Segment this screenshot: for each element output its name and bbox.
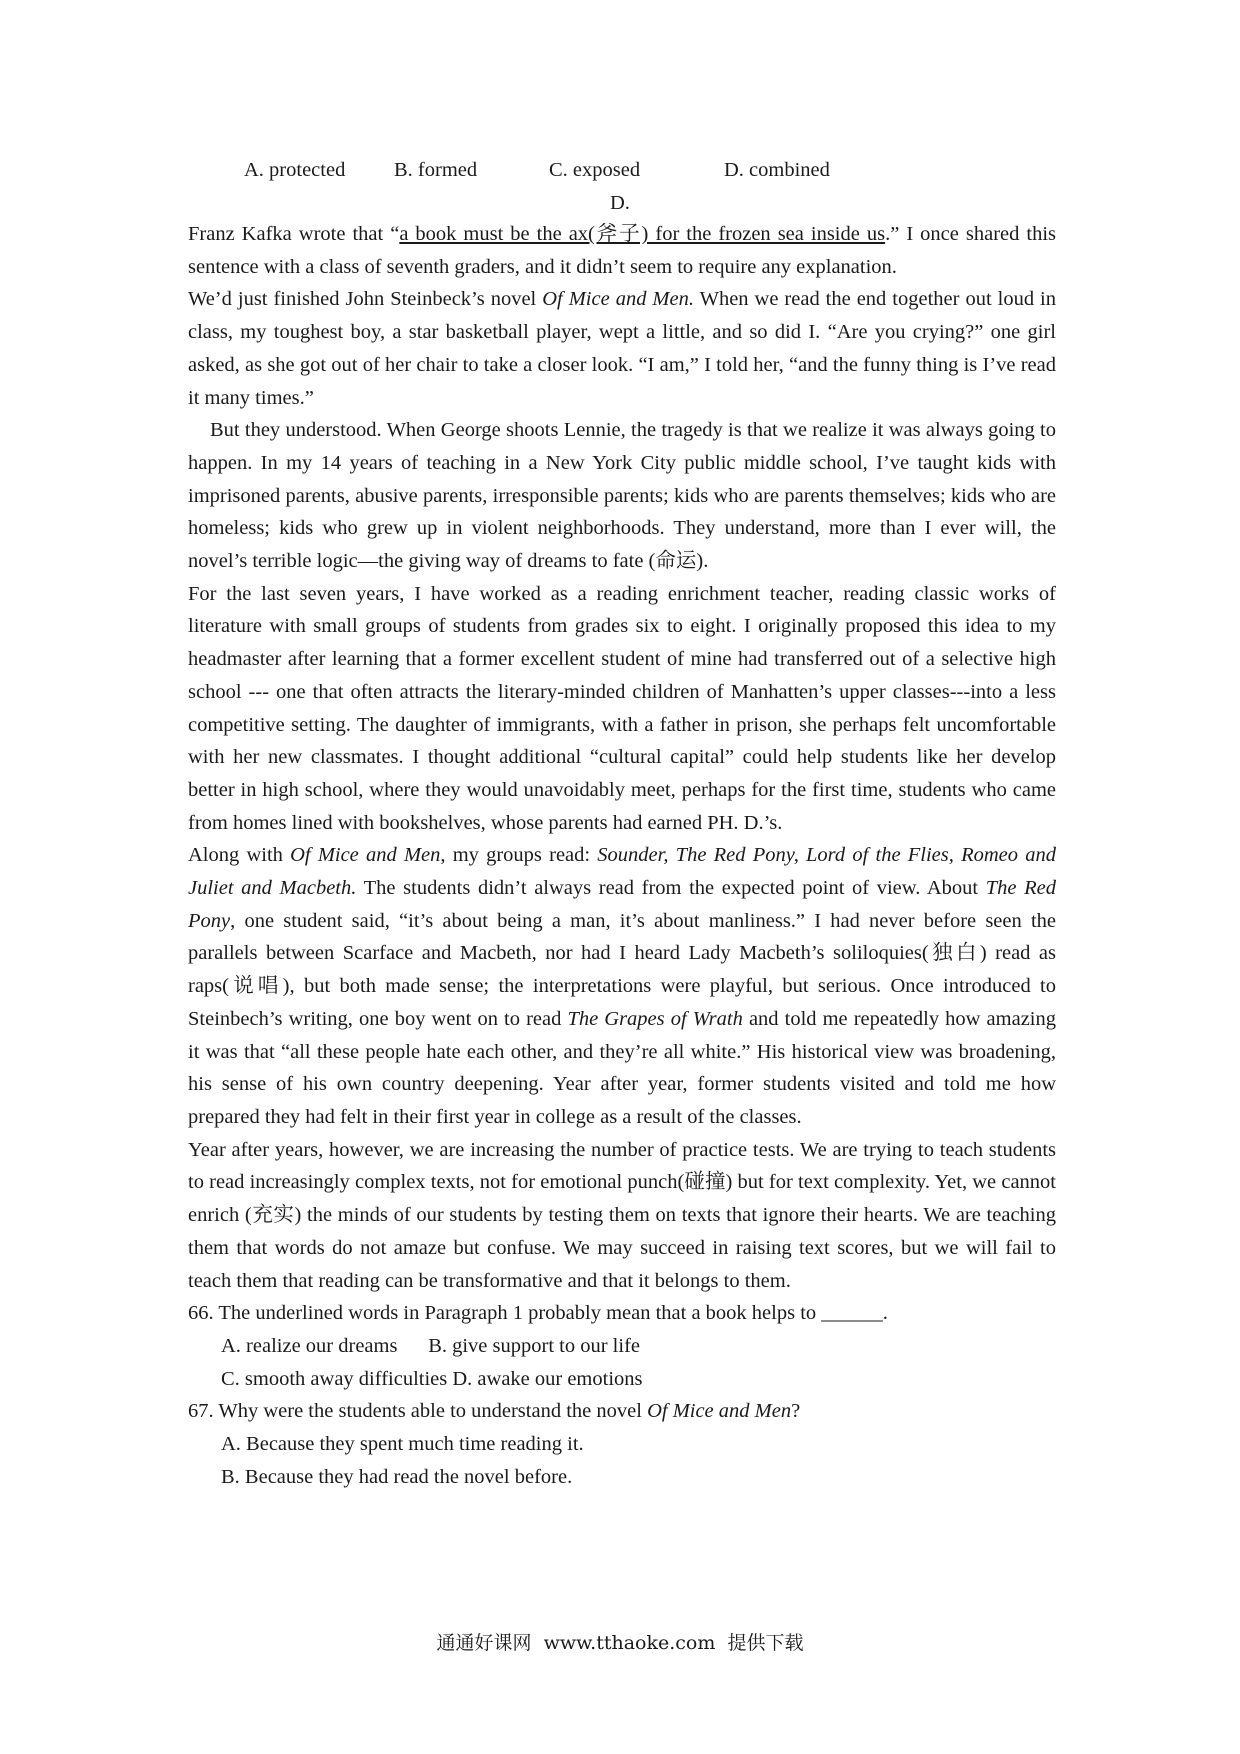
underlined-quote: a book must be the ax(斧子) for the frozen sea inside us <box>399 223 886 245</box>
book-titles-list: Sounder, The Red Pony, Lord of the Flies, Romeo and Juliet and Macbeth. <box>188 844 1056 900</box>
book-title: Of Mice and Men <box>647 1400 792 1423</box>
option-a: A. protected <box>244 159 346 181</box>
question-67-stem: 67. Why were the students able to understand the novel Of Mice and Men? <box>188 1400 801 1423</box>
book-title: The Red Pony <box>188 877 1056 932</box>
paragraph-2: We’d just finished John Steinbeck’s novel Of Mice and Men. When we read the end together out loud in class, my toughest boy, a star basketball player, wept a little, and so did I. “Are you crying?” one girl asked, as she got out of her chair to take a closer look. “I am,” I told her, “and the funny thing is I’ve read it many times.” <box>188 288 1056 409</box>
book-title: Of Mice and Men. <box>542 288 694 311</box>
paragraph-1: Franz Kafka wrote that “a book must be the ax(斧子) for the frozen sea inside us.” I once shared this sentence with a class of seventh graders, and it didn’t seem to require any explanation. <box>188 223 1056 278</box>
question-66-stem: 66. The underlined words in Paragraph 1 probably mean that a book helps to ______. <box>188 1302 888 1325</box>
question-67-option-a: A. Because they spent much time reading it. <box>221 1433 584 1456</box>
reading-passage <box>188 218 1056 1493</box>
paragraph-4: For the last seven years, I have worked as a reading enrichment teacher, reading classic works of literature with small groups of students from grades six to eight. I originally proposed this idea to my headmaster after learning that a former excellent student of mine had transferred out of a selective high school --- one that often attracts the literary-minded children of Manhatten’s upper classes---into a less competitive setting. The daughter of immigrants, with a father in prison, she perhaps felt uncomfortable with her new classmates. I thought additional “cultural capital” could help students like her develop better in high school, where they would unavoidably meet, perhaps for the first time, students who came from homes lined with bookshelves, whose parents had earned PH. D.’s. <box>188 582 1056 834</box>
question-67-option-b: B. Because they had read the novel before. <box>221 1465 573 1488</box>
paragraph-6: Year after years, however, we are increasing the number of practice tests. We are trying to teach students to read increasingly complex texts, not for emotional punch(碰撞) but for text complexity. Yet, we cannot enrich (充实) the minds of our students by testing them on texts that ignore their hearts. We are teaching them that words do not amaze but confuse. We may succeed in raising text scores, but we will fail to teach them that reading can be transformative and that it belongs to them. <box>188 1138 1056 1292</box>
option-c: C. exposed <box>549 159 641 181</box>
question-66-options-line-2: C. smooth away difficulties D. awake our emotions <box>221 1367 643 1390</box>
paragraph-3: But they understood. When George shoots Lennie, the tragedy is that we realize it was always going to happen. In my 14 years of teaching in a New York City public middle school, I’ve taught kids with imprisoned parents, abusive parents, irresponsible parents; kids who are parents themselves; kids who are homeless; kids who grew up in violent neighborhoods. They understand, more than I ever will, the novel’s terrible logic—the giving way of dreams to fate (命运). <box>188 419 1056 573</box>
option-b: B. formed <box>394 159 478 181</box>
book-title: The Grapes of Wrath <box>567 1007 743 1030</box>
section-letter: D. <box>610 192 630 214</box>
book-title: Of Mice and Men <box>290 844 441 867</box>
question-66-options-line-1: A. realize our dreams B. give support to our life <box>221 1334 640 1357</box>
paragraph-5: Along with Of Mice and Men, my groups read: Sounder, The Red Pony, Lord of the Flies, Romeo and Juliet and Macbeth. The students didn’t always read from the expected point of view. About The Red Pony, one student said, “it’s about being a man, it’s about manliness.” I had never before seen the parallels between Scarface and Macbeth, nor had I heard Lady Macbeth’s soliloquies(独白) read as raps(说唱), but both made sense; the interpretations were playful, but serious. Once introduced to Steinbech’s writing, one boy went on to read The Grapes of Wrath and told me repeatedly how amazing it was that “all these people hate each other, and they’re all white.” His historical view was broadening, his sense of his own country deepening. Year after year, former students visited and told me how prepared they had felt in their first year in college as a result of the classes. <box>188 844 1056 1128</box>
option-d: D. combined <box>724 159 830 181</box>
page-footer: 通通好课网 www.tthaoke.com 提供下载 <box>436 1632 804 1654</box>
